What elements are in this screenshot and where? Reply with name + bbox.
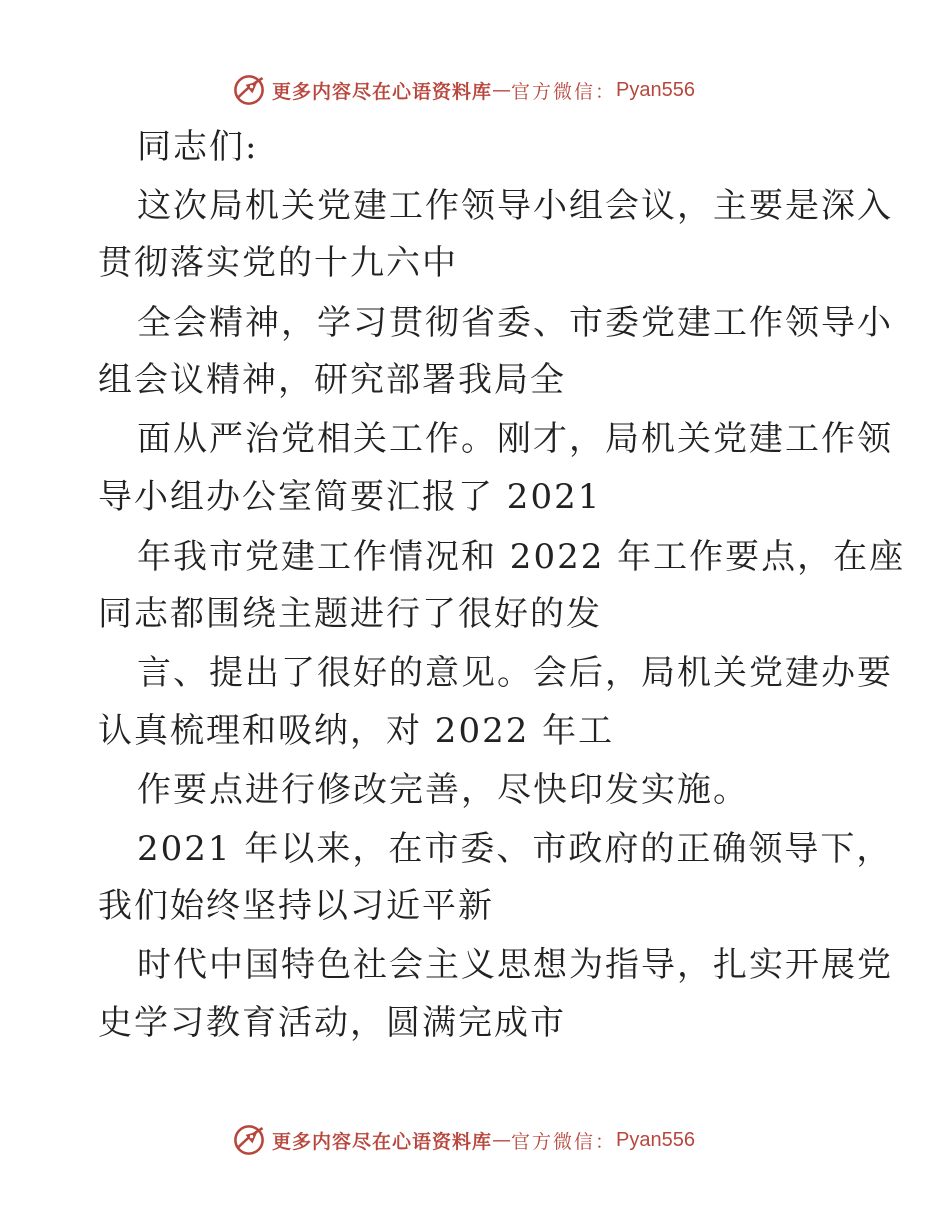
body-line: 同志都围绕主题进行了很好的发 [98, 594, 602, 634]
body-line: 我们始终坚持以习近平新 [98, 886, 494, 926]
body-line: 组会议精神，研究部署我局全 [98, 360, 566, 400]
body-line: 时代中国特色社会主义思想为指导，扎实开展党 [137, 945, 893, 985]
body-line: 导小组办公室简要汇报了 2021 [98, 477, 602, 517]
body-line: 作要点进行修改完善，尽快印发实施。 [137, 770, 749, 810]
pen-nib-logo-icon [232, 73, 266, 107]
body-line: 面从严治党相关工作。刚才，局机关党建工作领 [137, 419, 893, 459]
footer-wechat-label: 官方微信： [511, 1130, 617, 1153]
footer-wechat-id: Pyan556 [616, 1128, 695, 1151]
body-line: 2021 年以来，在市委、市政府的正确领导下， [137, 829, 893, 869]
header-brand-text: 更多内容尽在心语资料库 [272, 80, 493, 103]
body-line: 认真梳理和吸纳，对 2022 年工 [98, 711, 615, 751]
header-wechat-label: 官方微信： [511, 80, 617, 103]
body-line: 年我市党建工作情况和 2022 年工作要点，在座 [137, 537, 906, 577]
body-line: 贯彻落实党的十九六中 [98, 243, 458, 283]
header-dash: — [492, 79, 512, 101]
body-line: 同志们: [137, 127, 259, 167]
body-line: 全会精神，学习贯彻省委、市委党建工作领导小 [137, 303, 893, 343]
footer-banner [232, 1120, 695, 1160]
body-line: 这次局机关党建工作领导小组会议，主要是深入 [137, 186, 893, 226]
header-banner [232, 70, 695, 110]
footer-dash: — [492, 1129, 512, 1151]
pen-nib-logo-icon [232, 1123, 266, 1157]
footer-brand-text: 更多内容尽在心语资料库 [272, 1130, 493, 1153]
body-line: 言、提出了很好的意见。会后，局机关党建办要 [137, 653, 893, 693]
header-wechat-id: Pyan556 [616, 78, 695, 101]
body-line: 史学习教育活动，圆满完成市 [98, 1003, 566, 1043]
